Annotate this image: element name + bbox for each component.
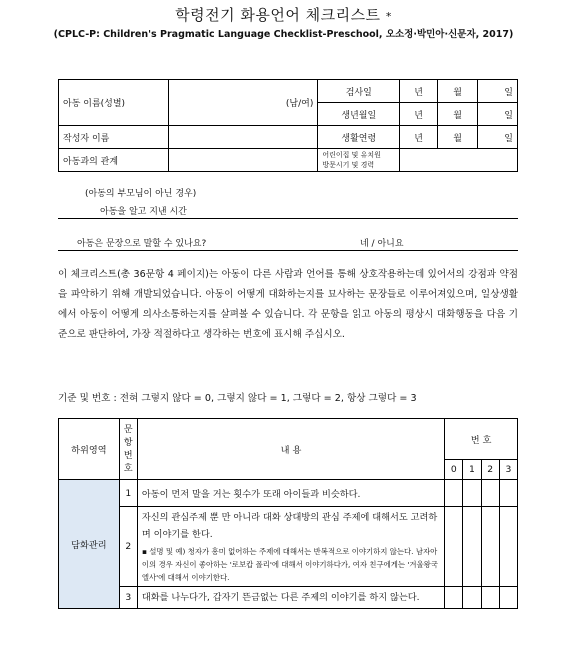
score-0-header: 0 <box>445 460 463 480</box>
relation-label: 아동과의 관계 <box>59 149 169 172</box>
col-num-header: 문 항 번 호 <box>119 419 137 480</box>
item-2-number: 2 <box>119 507 137 587</box>
birth-day[interactable]: 일 <box>478 103 518 126</box>
item-2-text: 자신의 관심주제 뿐 만 아니라 대화 상대방의 관심 주제에 대해서도 고려하며 이야기를 한다. <box>141 512 438 540</box>
item-2-score-2[interactable] <box>481 507 499 587</box>
checklist-table <box>58 418 518 609</box>
child-name-label: 아동 이름(성별) <box>59 80 169 126</box>
item-2-cell <box>137 507 444 587</box>
nonparent-note: (아동의 부모님이 아닌 경우) <box>85 189 197 199</box>
acquaintance-line[interactable] <box>58 218 518 219</box>
item-3-number: 3 <box>119 587 137 609</box>
age-day[interactable]: 일 <box>478 126 518 149</box>
item-1-score-3[interactable] <box>499 480 517 507</box>
item-2-note: ▪ 설명 및 예) 청자가 흥미 없어하는 주제에 대해서는 반복적으로 이야기하지 않는다. 남자아이의 경우 자신이 좋아하는 '로보캅 폴리'에 대해서 이야기하다가, 여자 친구에게는 '겨울왕국 엘사'에 대해서 이야기한다. <box>141 547 438 582</box>
birth-month[interactable]: 월 <box>438 103 478 126</box>
item-3-text: 대화를 나누다가, 갑자기 뜬금없는 다른 주제의 이야기를 하지 않는다. <box>137 587 444 609</box>
age-label: 생활연령 <box>318 126 400 149</box>
visit-note-field[interactable] <box>400 149 518 172</box>
gender-hint: (남/여) <box>285 99 314 109</box>
item-2-score-0[interactable] <box>445 507 463 587</box>
writer-field[interactable] <box>168 126 318 149</box>
item-2-score-1[interactable] <box>463 507 481 587</box>
exam-month[interactable]: 월 <box>438 80 478 103</box>
child-name-field[interactable] <box>168 80 318 126</box>
acquaintance-label: 아동을 알고 지낸 시간 <box>100 207 187 217</box>
speech-line <box>58 250 518 251</box>
col-score-header: 번 호 <box>445 419 518 460</box>
score-3-header: 3 <box>499 460 517 480</box>
score-1-header: 1 <box>463 460 481 480</box>
visit-note-label: 어린이집 및 유치원 방문시기 및 경력 <box>318 149 400 172</box>
birth-year[interactable]: 년 <box>400 103 438 126</box>
item-1-score-2[interactable] <box>481 480 499 507</box>
item-3-score-0[interactable] <box>445 587 463 609</box>
scale-legend: 기준 및 번호 : 전혀 그렇지 않다 = 0, 그렇지 않다 = 1, 그렇다 = 2, 항상 그렇다 = 3 <box>58 393 417 404</box>
section-label: 담화관리 <box>59 480 120 609</box>
speech-options[interactable]: 네 / 아니요 <box>360 239 404 249</box>
exam-year[interactable]: 년 <box>400 80 438 103</box>
speech-question: 아동은 문장으로 말할 수 있나요? <box>77 239 207 249</box>
age-year[interactable]: 년 <box>400 126 438 149</box>
item-1-text: 아동이 먼저 말을 거는 횟수가 또래 아이들과 비슷하다. <box>137 480 444 507</box>
page-subtitle: (CPLC-P: Children's Pragmatic Language Checklist-Preschool, 오소정·박민아·신문자, 2017) <box>53 29 514 40</box>
child-info-table <box>58 79 518 172</box>
age-month[interactable]: 월 <box>438 126 478 149</box>
col-area-header: 하위영역 <box>59 419 120 480</box>
item-3-score-1[interactable] <box>463 587 481 609</box>
relation-field[interactable] <box>168 149 318 172</box>
exam-date-label: 검사일 <box>318 80 400 103</box>
col-content-header: 내 용 <box>137 419 444 480</box>
instructions-text: 이 체크리스트(총 36문항 4 페이지)는 아동이 다른 사람과 언어를 통해 상호작용하는데 있어서의 강점과 약점을 파악하기 위해 개발되었습니다. 아동이 어떻게 대화하는지를 묘사하는 문장들로 이루어져있으며, 일상생활에서 아동이 어떻게 의사소통하는지를 살펴볼 수 있습니다. 각 문항을 읽고 아동의 평상시 대화행동을 다음 기준으로 판단하여, 가장 적절하다고 생각하는 번호에 표시해 주십시오. <box>58 269 518 340</box>
exam-day[interactable]: 일 <box>478 80 518 103</box>
item-1-number: 1 <box>119 480 137 507</box>
birth-date-label: 생년월일 <box>318 103 400 126</box>
item-1-score-1[interactable] <box>463 480 481 507</box>
item-3-score-2[interactable] <box>481 587 499 609</box>
item-3-score-3[interactable] <box>499 587 517 609</box>
title-asterisk: * <box>385 10 392 23</box>
score-2-header: 2 <box>481 460 499 480</box>
item-1-score-0[interactable] <box>445 480 463 507</box>
writer-label: 작성자 이름 <box>59 126 169 149</box>
page-title: 학령전기 화용언어 체크리스트 * <box>175 6 392 24</box>
item-2-score-3[interactable] <box>499 507 517 587</box>
